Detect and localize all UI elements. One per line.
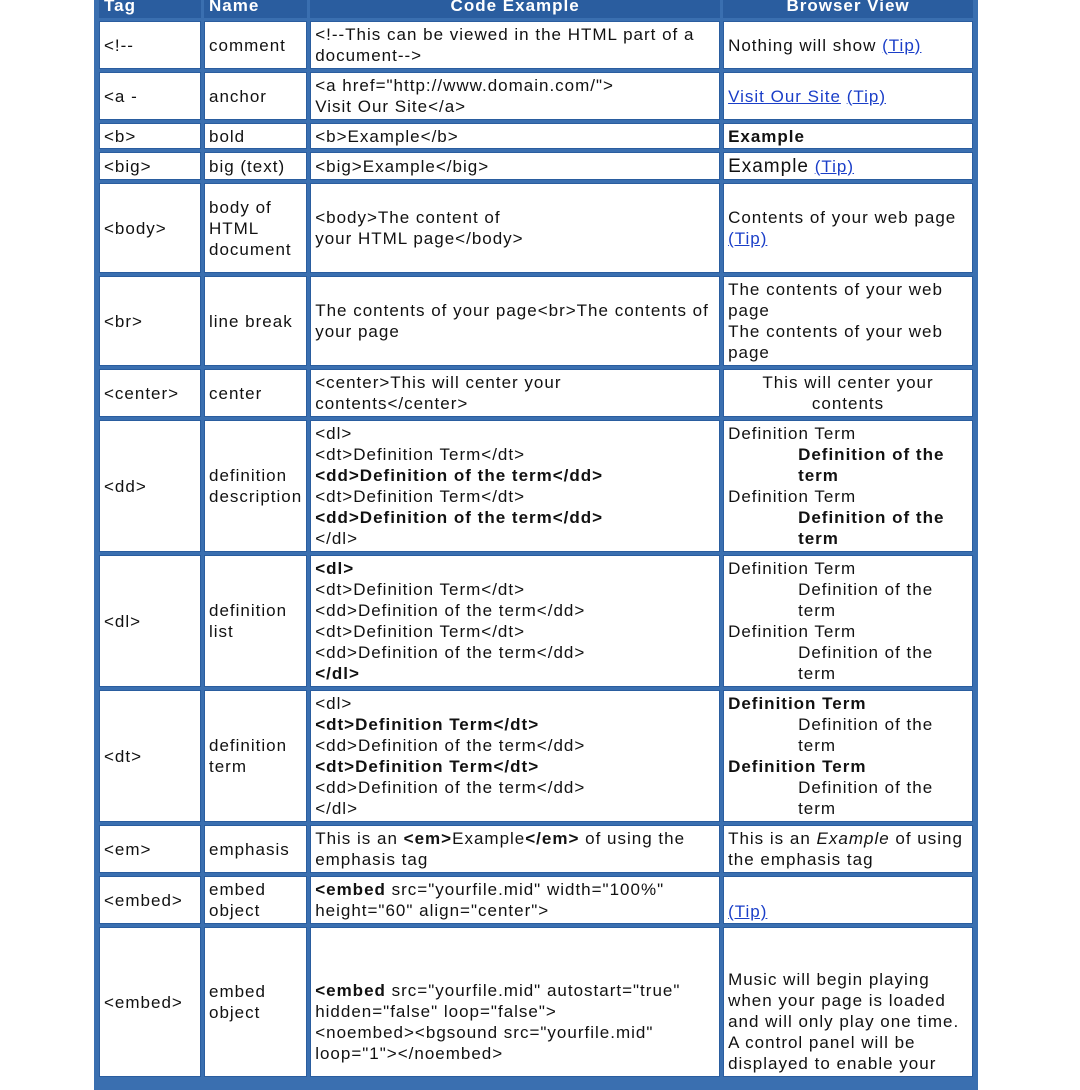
- code-line: <dt>Definition Term</dt>: [315, 580, 526, 599]
- tag-cell: <dl>: [99, 555, 201, 687]
- name-cell: big (text): [204, 152, 307, 180]
- view-cell: [723, 21, 973, 69]
- tag-cell: <embed>: [99, 927, 201, 1077]
- code-line: Visit Our Site</a>: [315, 97, 467, 116]
- code-line: </dl>: [315, 664, 360, 683]
- view-cell: [723, 152, 973, 180]
- code-tag: </em>: [525, 829, 580, 848]
- definition-term: Definition Term: [728, 559, 857, 578]
- view-cell: [723, 876, 973, 924]
- name-cell: comment: [204, 21, 307, 69]
- table-row: [99, 276, 973, 366]
- code-line: <!--This can be viewed in the HTML part of a document-->: [315, 25, 695, 65]
- view-cell: [723, 825, 973, 873]
- code-line: <dt>Definition Term</dt>: [315, 487, 526, 506]
- code-tag: <embed: [315, 880, 386, 899]
- code-cell: [310, 825, 720, 873]
- tag-cell: <dt>: [99, 690, 201, 822]
- tag-cell: <center>: [99, 369, 201, 417]
- name-cell: anchor: [204, 72, 307, 120]
- code-line: <dd>Definition of the term</dd>: [315, 736, 586, 755]
- code-line: <dd>Definition of the term</dd>: [315, 466, 604, 485]
- code-text: Example: [452, 829, 526, 848]
- name-cell: line break: [204, 276, 307, 366]
- definition-description: Definition of the term: [798, 508, 945, 548]
- header-tag: Tag: [99, 0, 201, 18]
- tag-cell: <br>: [99, 276, 201, 366]
- view-cell: [723, 183, 973, 273]
- tip-link[interactable]: (Tip): [814, 156, 855, 176]
- tip-link[interactable]: (Tip): [728, 902, 768, 921]
- header-row: [99, 0, 973, 18]
- definition-description: Definition of the term: [798, 778, 934, 818]
- code-line: <dl>: [315, 694, 353, 713]
- code-line: your HTML page</body>: [315, 229, 524, 248]
- code-cell: <b>Example</b>: [310, 123, 720, 149]
- table-row: [99, 183, 973, 273]
- code-cell: [310, 690, 720, 822]
- tag-cell: <a -: [99, 72, 201, 120]
- code-text: src="yourfile.mid" width="100%" height="60" align="center">: [315, 880, 665, 920]
- code-cell: [310, 927, 720, 1077]
- table-row: [99, 555, 973, 687]
- view-cell: [723, 72, 973, 120]
- view-cell: Music will begin playing when your page is loaded and will only play one time. A control panel will be displayed to enable your: [723, 927, 973, 1077]
- definition-term: Definition Term: [728, 424, 857, 443]
- code-cell: The contents of your page<br>The contents of your page: [310, 276, 720, 366]
- code-text: src="yourfile.mid" autostart="true" hidden="false" loop="false">: [315, 980, 681, 1021]
- view-text: Nothing will show: [728, 35, 877, 55]
- header-code-example: Code Example: [310, 0, 720, 18]
- code-cell: [310, 21, 720, 69]
- code-line: <dt>Definition Term</dt>: [315, 445, 526, 464]
- code-line: <dd>Definition of the term</dd>: [315, 778, 586, 797]
- code-cell: [310, 876, 720, 924]
- definition-description: Definition of the term: [798, 643, 934, 683]
- table-row: [99, 21, 973, 69]
- code-text: This is an: [315, 829, 404, 848]
- view-text: of using the emphasis tag: [728, 829, 963, 869]
- definition-term: Definition Term: [728, 622, 857, 641]
- definition-description: Definition of the term: [798, 715, 934, 755]
- view-cell: [723, 420, 973, 552]
- code-line: <center>This will center your: [315, 373, 562, 392]
- table-row: [99, 369, 973, 417]
- code-line: <body>The content of: [315, 208, 501, 227]
- code-line: <dt>Definition Term</dt>: [315, 622, 526, 641]
- tip-link[interactable]: (Tip): [728, 229, 768, 248]
- code-line: <dd>Definition of the term</dd>: [315, 601, 586, 620]
- definition-description: Definition of the term: [798, 580, 934, 620]
- tag-cell: <b>: [99, 123, 201, 149]
- name-cell: embed object: [204, 927, 307, 1077]
- view-cell: [723, 276, 973, 366]
- table-row: [99, 123, 973, 149]
- name-cell: definition term: [204, 690, 307, 822]
- visit-site-link[interactable]: Visit Our Site: [728, 86, 841, 106]
- table-row: [99, 876, 973, 924]
- code-line: </dl>: [315, 529, 358, 548]
- code-line: contents</center>: [315, 394, 469, 413]
- tip-link[interactable]: (Tip): [846, 86, 886, 106]
- code-line: <a href="http://www.domain.com/">: [315, 76, 614, 95]
- name-cell: definition list: [204, 555, 307, 687]
- code-line: <dd>Definition of the term</dd>: [315, 508, 604, 527]
- table-row: [99, 420, 973, 552]
- code-cell: [310, 183, 720, 273]
- tip-link[interactable]: (Tip): [882, 35, 922, 55]
- code-cell: [310, 369, 720, 417]
- code-tag: <embed: [315, 980, 386, 1000]
- code-cell: [310, 555, 720, 687]
- html-tag-reference-table: [96, 0, 976, 1080]
- code-line: <dl>: [315, 424, 353, 443]
- tag-cell: <body>: [99, 183, 201, 273]
- code-text: of using the emphasis tag: [315, 829, 686, 869]
- table-row: [99, 825, 973, 873]
- code-cell: [310, 420, 720, 552]
- table-row: [99, 690, 973, 822]
- definition-term: Definition Term: [728, 694, 867, 713]
- view-text: This is an: [728, 829, 817, 848]
- tag-cell: <em>: [99, 825, 201, 873]
- view-line: The contents of your web page: [728, 322, 943, 362]
- name-cell: emphasis: [204, 825, 307, 873]
- header-name: Name: [204, 0, 307, 18]
- view-cell: Example: [723, 123, 973, 149]
- name-cell: embed object: [204, 876, 307, 924]
- name-cell: definition description: [204, 420, 307, 552]
- view-text: Example: [728, 155, 809, 177]
- view-cell: [723, 555, 973, 687]
- code-cell: <big>Example</big>: [310, 152, 720, 180]
- code-line: <dt>Definition Term</dt>: [315, 715, 540, 734]
- view-text: Contents of your web page: [728, 208, 957, 227]
- name-cell: center: [204, 369, 307, 417]
- name-cell: bold: [204, 123, 307, 149]
- header-browser-view: Browser View: [723, 0, 973, 18]
- view-line: The contents of your web page: [728, 280, 943, 320]
- definition-term: Definition Term: [728, 757, 867, 776]
- code-line: <dd>Definition of the term</dd>: [315, 643, 586, 662]
- table-row: [99, 72, 973, 120]
- emphasized-text: Example: [816, 829, 890, 848]
- name-cell: body of HTML document: [204, 183, 307, 273]
- definition-description: Definition of the term: [798, 445, 945, 485]
- code-line: <noembed><bgsound src="yourfile.mid" loop="1"></noembed>: [315, 1022, 654, 1063]
- tag-cell: <dd>: [99, 420, 201, 552]
- tag-cell: <!--: [99, 21, 201, 69]
- table-row: [99, 152, 973, 180]
- table-row: [99, 927, 973, 1077]
- view-cell: This will center your contents: [723, 369, 973, 417]
- view-cell: [723, 690, 973, 822]
- code-cell: [310, 72, 720, 120]
- tag-cell: <embed>: [99, 876, 201, 924]
- code-tag: <em>: [403, 829, 453, 848]
- tag-cell: <big>: [99, 152, 201, 180]
- code-line: <dl>: [315, 559, 355, 578]
- code-line: </dl>: [315, 799, 358, 818]
- definition-term: Definition Term: [728, 487, 857, 506]
- code-line: <dt>Definition Term</dt>: [315, 757, 540, 776]
